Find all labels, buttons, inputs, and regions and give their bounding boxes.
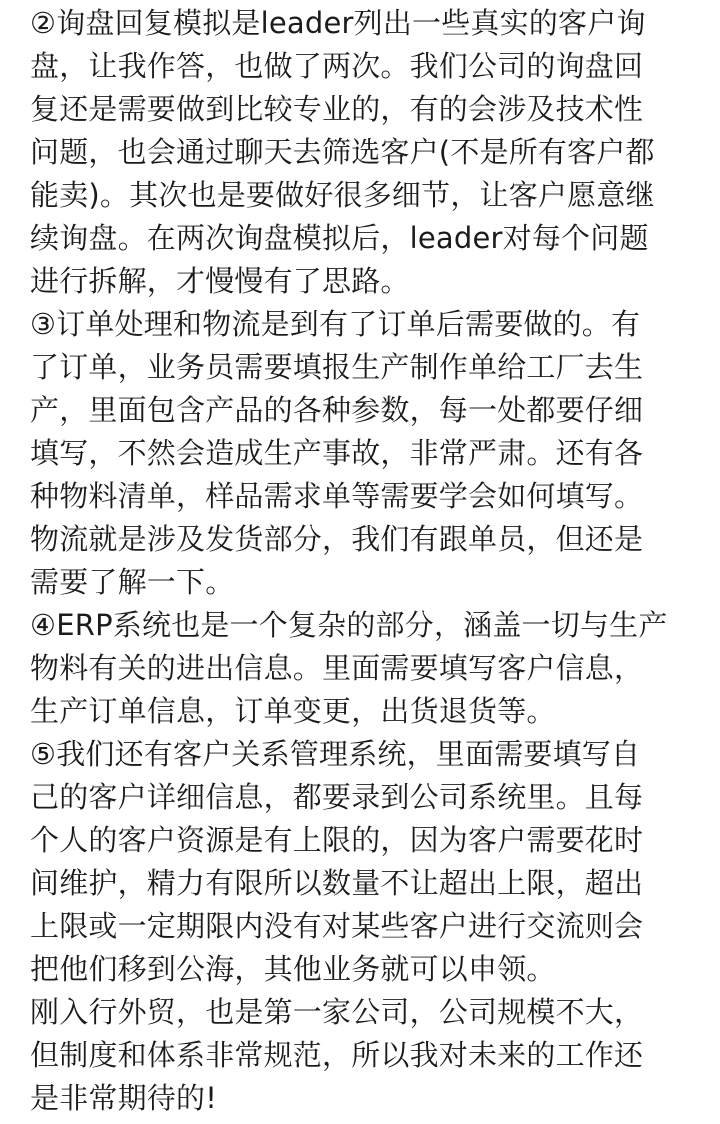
text-line: 物料有关的进出信息。里面需要填写客户信息， bbox=[30, 651, 644, 685]
text-line: ⑤我们还有客户关系管理系统，里面需要填写自 bbox=[30, 737, 641, 771]
text-line: 上限或一定期限内没有对某些客户进行交流则会 bbox=[30, 909, 644, 943]
text-line: 个人的客户资源是有上限的，因为客户需要花时 bbox=[30, 823, 644, 857]
text-line: 盘，让我作答，也做了两次。我们公司的询盘回 bbox=[30, 49, 644, 83]
text-line: 复还是需要做到比较专业的，有的会涉及技术性 bbox=[30, 92, 644, 126]
text-line: ②询盘回复模拟是leader列出一些真实的客户询 bbox=[30, 6, 646, 40]
text-line: 了订单，业务员需要填报生产制作单给工厂去生 bbox=[30, 350, 644, 384]
text-line: 是非常期待的! bbox=[30, 1081, 218, 1115]
text-line: 问题，也会通过聊天去筛选客户(不是所有客户都 bbox=[30, 135, 655, 169]
text-line: ③订单处理和物流是到有了订单后需要做的。有 bbox=[30, 307, 641, 341]
text-line: 续询盘。在两次询盘模拟后，leader对每个问题 bbox=[30, 221, 649, 255]
text-line: 刚入行外贸，也是第一家公司，公司规模不大， bbox=[30, 995, 644, 1029]
text-line: 但制度和体系非常规范，所以我对未来的工作还 bbox=[30, 1038, 644, 1072]
text-line: 产，里面包含产品的各种参数，每一处都要仔细 bbox=[30, 393, 644, 427]
text-line: 能卖)。其次也是要做好很多细节，让客户愿意继 bbox=[30, 178, 655, 212]
text-line: 物流就是涉及发货部分，我们有跟单员，但还是 bbox=[30, 522, 644, 556]
text-line: 需要了解一下。 bbox=[30, 565, 235, 599]
text-line: 间维护，精力有限所以数量不让超出上限，超出 bbox=[30, 866, 644, 900]
text-line: ④ERP系统也是一个复杂的部分，涵盖一切与生产 bbox=[30, 608, 668, 642]
text-line: 填写，不然会造成生产事故，非常严肃。还有各 bbox=[30, 436, 644, 470]
text-line: 己的客户详细信息，都要录到公司系统里。且每 bbox=[30, 780, 644, 814]
text-line: 种物料清单，样品需求单等需要学会如何填写。 bbox=[30, 479, 644, 513]
text-line: 把他们移到公海，其他业务就可以申领。 bbox=[30, 952, 556, 986]
text-line: 生产订单信息，订单变更，出货退货等。 bbox=[30, 694, 556, 728]
text-line: 进行拆解，才慢慢有了思路。 bbox=[30, 264, 410, 298]
